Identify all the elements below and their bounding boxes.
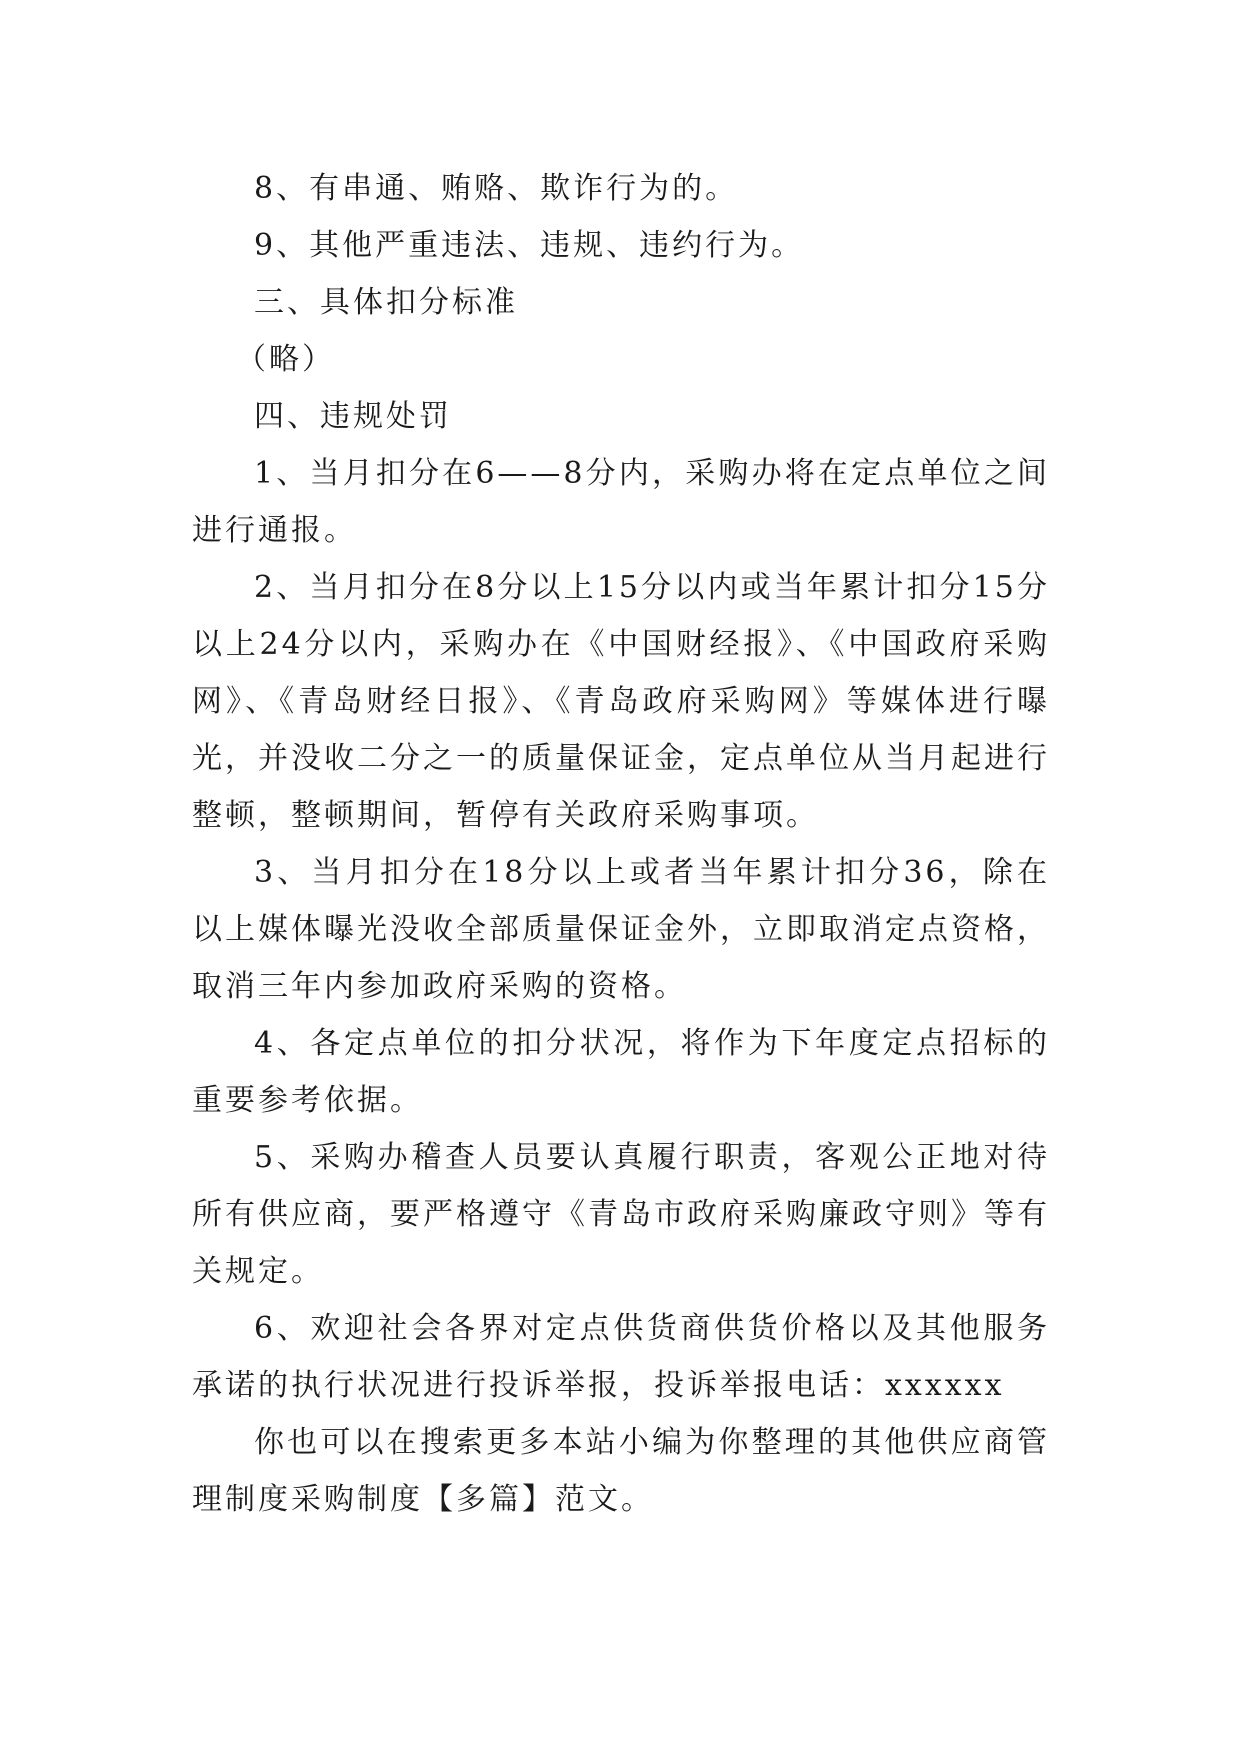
clause-9: 9、其他严重违法、违规、违约行为。	[254, 228, 805, 263]
document-body	[192, 160, 1050, 1528]
penalty-4: 4、各定点单位的扣分状况，将作为下年度定点招标的重要参考依据。	[192, 1026, 1050, 1118]
penalty-6: 6、欢迎社会各界对定点供货商供货价格以及其他服务承诺的执行状况进行投诉举报，投诉举报电话：xxxxxx	[192, 1311, 1050, 1403]
section-heading-3: 三、具体扣分标准	[254, 285, 518, 320]
penalty-5: 5、采购办稽查人员要认真履行职责，客观公正地对待所有供应商，要严格遵守《青岛市政府采购廉政守则》等有关规定。	[192, 1140, 1050, 1289]
penalty-2: 2、当月扣分在8分以上15分以内或当年累计扣分15分以上24分以内，采购办在《中国财经报》、《中国政府采购网》、《青岛财经日报》、《青岛政府采购网》等媒体进行曝光，并没收二分之一的质量保证金，定点单位从当月起进行整顿，整顿期间，暂停有关政府采购事项。	[192, 570, 1050, 833]
section-heading-4: 四、违规处罚	[254, 399, 452, 434]
closing-note: 你也可以在搜索更多本站小编为你整理的其他供应商管理制度采购制度【多篇】范文。	[192, 1425, 1050, 1517]
penalty-3: 3、当月扣分在18分以上或者当年累计扣分36，除在以上媒体曝光没收全部质量保证金外，立即取消定点资格，取消三年内参加政府采购的资格。	[192, 855, 1050, 1004]
omitted-note: （略）	[236, 342, 335, 377]
penalty-1: 1、当月扣分在6——8分内，采购办将在定点单位之间进行通报。	[192, 456, 1050, 548]
clause-8: 8、有串通、贿赂、欺诈行为的。	[254, 171, 739, 206]
